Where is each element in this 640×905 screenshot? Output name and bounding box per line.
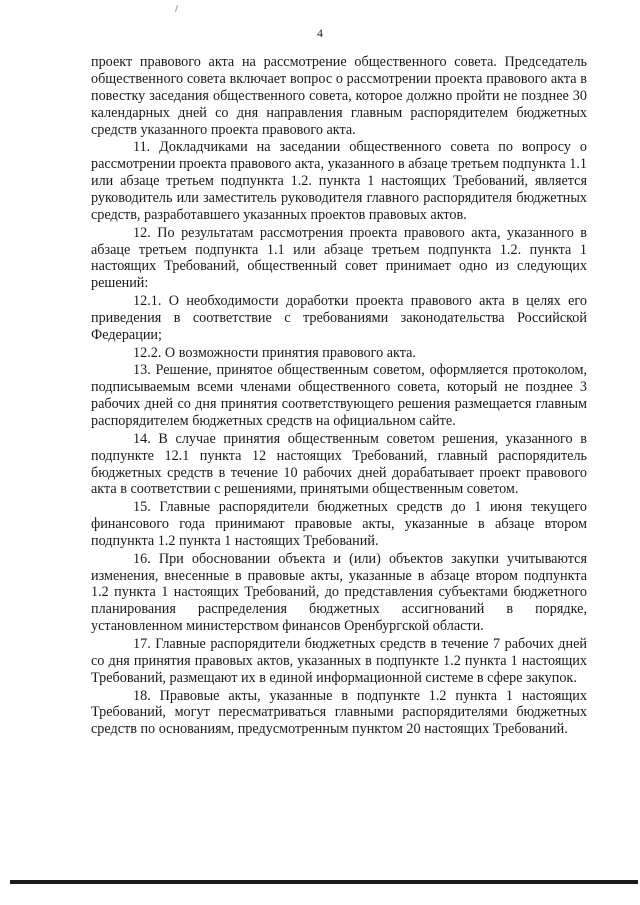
page-number: 4 [317, 26, 323, 40]
paragraph-12-1: 12.1. О необходимости доработки проекта правового акта в целях его приведения в соответствие с требованиями законодательства Российской Федерации; [91, 293, 587, 343]
document-body [91, 54, 587, 739]
paragraph-11: 11. Докладчиками на заседании общественного совета по вопросу о рассмотрении проекта правового акта, указанного в абзаце третьем подпункта 1.1 или абзаце третьем подпункта 1.2. пункта 1 настоящих Требований, является руководитель или заместитель руководителя главного распорядителя бюджетных средств, разработавшего указанных проектов правовых актов. [91, 139, 587, 223]
paragraph-12-2: 12.2. О возможности принятия правового акта. [133, 344, 416, 361]
scan-artifact-mark [175, 5, 178, 12]
paragraph-15: 15. Главные распорядители бюджетных средств до 1 июня текущего финансового года принимают правовые акты, указанные в абзаце втором подпункта 1.2 пункта 1 настоящих Требований. [91, 499, 587, 549]
paragraph-18: 18. Правовые акты, указанные в подпункте 1.2 пункта 1 настоящих Требований, могут пересматриваться главными распорядителями бюджетных средств по основаниям, предусмотренным пунктом 20 настоящих Требований. [91, 687, 587, 738]
page-bottom-border [10, 880, 638, 884]
paragraph-continuation: проект правового акта на рассмотрение общественного совета. Председатель общественного совета включает вопрос о рассмотрении проекта правового акта в повестку заседания общественного совета, которое должно пройти не позднее 30 календарных дней со дня направления главным распорядителем бюджетных средств указанного проекта правового акта. [91, 54, 587, 138]
paragraph-14: 14. В случае принятия общественным советом решения, указанного в подпункте 12.1 пункта 12 настоящих Требований, главный распорядитель бюджетных средств в течение 10 рабочих дней дорабатывает проект правового акта в соответствии с решениями, принятыми общественным советом. [91, 430, 587, 498]
paragraph-16: 16. При обосновании объекта и (или) объектов закупки учитываются изменения, внесенные в правовые акты, указанные в абзаце втором подпункта 1.2 пункта 1 настоящих Требований, до представления субъектами бюджетного планирования распределения бюджетных ассигнований в порядке, установленном министерством финансов Оренбургской области. [91, 550, 587, 635]
paragraph-13: 13. Решение, принятое общественным советом, оформляется протоколом, подписываемым всеми членами общественного совета, который не позднее 3 рабочих дней со дня принятия соответствующего решения размещается главным распорядителем бюджетных средств на официальном сайте. [91, 362, 587, 430]
paragraph-12: 12. По результатам рассмотрения проекта правового акта, указанного в абзаце третьем подпункта 1.1 или абзаце третьем подпункта 1.2. пункта 1 настоящих Требований, общественный совет принимает одно из следующих решений: [91, 224, 587, 292]
paragraph-17: 17. Главные распорядители бюджетных средств в течение 7 рабочих дней со дня принятия правовых актов, указанных в подпункте 1.2 пункта 1 настоящих Требований, размещают их в единой информационной системе в сфере закупок. [91, 635, 587, 686]
